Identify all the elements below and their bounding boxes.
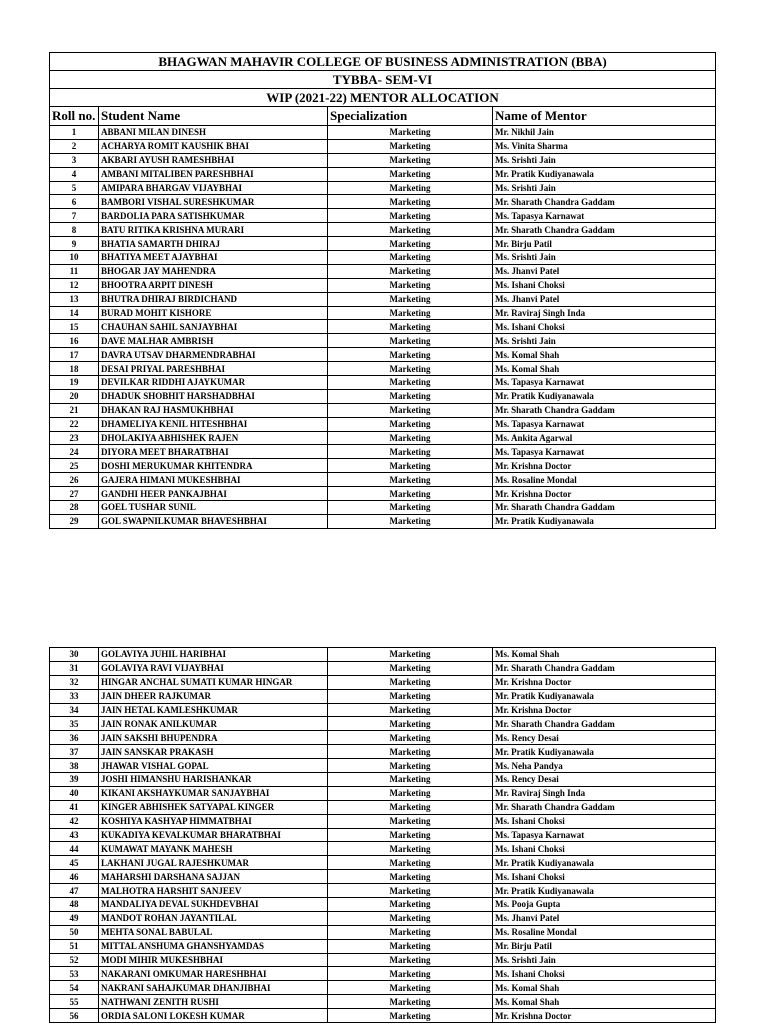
specialization-cell: Marketing	[328, 334, 493, 348]
table-row	[50, 870, 716, 884]
roll-no-cell: 29	[50, 514, 99, 528]
mentor-name-cell: Ms. Jhanvi Patel	[493, 292, 716, 306]
specialization-cell: Marketing	[328, 731, 493, 745]
student-name-cell: NATHWANI ZENITH RUSHI	[99, 995, 328, 1009]
table-row	[50, 126, 716, 140]
mentor-name-cell: Ms. Vinita Sharma	[493, 139, 716, 153]
student-name-cell: KOSHIYA KASHYAP HIMMATBHAI	[99, 814, 328, 828]
roll-no-cell: 53	[50, 967, 99, 981]
roll-no-cell: 33	[50, 689, 99, 703]
specialization-cell: Marketing	[328, 995, 493, 1009]
student-name-cell: GOL SWAPNILKUMAR BHAVESHBHAI	[99, 514, 328, 528]
specialization-cell: Marketing	[328, 925, 493, 939]
specialization-cell: Marketing	[328, 153, 493, 167]
student-name-cell: DOSHI MERUKUMAR KHITENDRA	[99, 459, 328, 473]
mentor-name-cell: Ms. Rency Desai	[493, 773, 716, 787]
roll-no-cell: 35	[50, 717, 99, 731]
specialization-cell: Marketing	[328, 445, 493, 459]
specialization-cell: Marketing	[328, 1009, 493, 1023]
table-row	[50, 703, 716, 717]
student-name-cell: AMIPARA BHARGAV VIJAYBHAI	[99, 181, 328, 195]
student-name-cell: BARDOLIA PARA SATISHKUMAR	[99, 209, 328, 223]
roll-no-cell: 47	[50, 884, 99, 898]
student-name-cell: GOEL TUSHAR SUNIL	[99, 501, 328, 515]
specialization-cell: Marketing	[328, 389, 493, 403]
specialization-cell: Marketing	[328, 306, 493, 320]
student-name-cell: DHAKAN RAJ HASMUKHBHAI	[99, 403, 328, 417]
specialization-cell: Marketing	[328, 759, 493, 773]
table-row	[50, 264, 716, 278]
table-row	[50, 445, 716, 459]
mentor-name-cell: Mr. Krishna Doctor	[493, 1009, 716, 1023]
roll-no-cell: 14	[50, 306, 99, 320]
table-row	[50, 898, 716, 912]
roll-no-cell: 25	[50, 459, 99, 473]
student-name-cell: ORDIA SALONI LOKESH KUMAR	[99, 1009, 328, 1023]
roll-no-cell: 15	[50, 320, 99, 334]
mentor-name-cell: Ms. Komal Shah	[493, 362, 716, 376]
column-header-mentor: Name of Mentor	[493, 107, 716, 126]
mentor-name-cell: Mr. Raviraj Singh Inda	[493, 306, 716, 320]
roll-no-cell: 8	[50, 223, 99, 237]
student-name-cell: CHAUHAN SAHIL SANJAYBHAI	[99, 320, 328, 334]
specialization-cell: Marketing	[328, 981, 493, 995]
table-row	[50, 842, 716, 856]
specialization-cell: Marketing	[328, 362, 493, 376]
mentor-name-cell: Ms. Pooja Gupta	[493, 898, 716, 912]
mentor-name-cell: Mr. Raviraj Singh Inda	[493, 786, 716, 800]
student-name-cell: KUKADIYA KEVALKUMAR BHARATBHAI	[99, 828, 328, 842]
table-row	[50, 362, 716, 376]
student-name-cell: NAKARANI OMKUMAR HARESHBHAI	[99, 967, 328, 981]
table-row	[50, 925, 716, 939]
student-name-cell: ACHARYA ROMIT KAUSHIK BHAI	[99, 139, 328, 153]
student-name-cell: KINGER ABHISHEK SATYAPAL KINGER	[99, 800, 328, 814]
student-name-cell: JHAWAR VISHAL GOPAL	[99, 759, 328, 773]
table-row	[50, 292, 716, 306]
student-name-cell: DAVRA UTSAV DHARMENDRABHAI	[99, 348, 328, 362]
specialization-cell: Marketing	[328, 689, 493, 703]
student-name-cell: NAKRANI SAHAJKUMAR DHANJIBHAI	[99, 981, 328, 995]
table-row	[50, 209, 716, 223]
specialization-cell: Marketing	[328, 870, 493, 884]
table-row	[50, 473, 716, 487]
roll-no-cell: 34	[50, 703, 99, 717]
student-name-cell: MANDOT ROHAN JAYANTILAL	[99, 911, 328, 925]
table-row	[50, 223, 716, 237]
specialization-cell: Marketing	[328, 703, 493, 717]
roll-no-cell: 12	[50, 278, 99, 292]
student-name-cell: MANDALIYA DEVAL SUKHDEVBHAI	[99, 898, 328, 912]
student-name-cell: KUMAWAT MAYANK MAHESH	[99, 842, 328, 856]
table-row	[50, 278, 716, 292]
mentor-name-cell: Ms. Ishani Choksi	[493, 814, 716, 828]
specialization-cell: Marketing	[328, 856, 493, 870]
mentor-name-cell: Ms. Ishani Choksi	[493, 967, 716, 981]
specialization-cell: Marketing	[328, 139, 493, 153]
student-name-cell: MODI MIHIR MUKESHBHAI	[99, 953, 328, 967]
roll-no-cell: 16	[50, 334, 99, 348]
student-name-cell: AMBANI MITALIBEN PARESHBHAI	[99, 167, 328, 181]
specialization-cell: Marketing	[328, 320, 493, 334]
table-row	[50, 153, 716, 167]
table-row	[50, 306, 716, 320]
table-row	[50, 717, 716, 731]
specialization-cell: Marketing	[328, 181, 493, 195]
mentor-name-cell: Ms. Srishti Jain	[493, 153, 716, 167]
student-name-cell: DAVE MALHAR AMBRISH	[99, 334, 328, 348]
mentor-name-cell: Ms. Komal Shah	[493, 995, 716, 1009]
table-row	[50, 939, 716, 953]
specialization-cell: Marketing	[328, 800, 493, 814]
table-row	[50, 376, 716, 390]
roll-no-cell: 7	[50, 209, 99, 223]
table-row	[50, 459, 716, 473]
specialization-cell: Marketing	[328, 911, 493, 925]
allocation-title: WIP (2021-22) MENTOR ALLOCATION	[50, 89, 716, 107]
mentor-name-cell: Mr. Pratik Kudiyanawala	[493, 167, 716, 181]
student-name-cell: JAIN HETAL KAMLESHKUMAR	[99, 703, 328, 717]
student-name-cell: DEVILKAR RIDDHI AJAYKUMAR	[99, 376, 328, 390]
mentor-name-cell: Ms. Komal Shah	[493, 348, 716, 362]
table-row	[50, 195, 716, 209]
roll-no-cell: 31	[50, 661, 99, 675]
table-row	[50, 745, 716, 759]
specialization-cell: Marketing	[328, 251, 493, 265]
mentor-name-cell: Mr. Krishna Doctor	[493, 487, 716, 501]
table-row	[50, 167, 716, 181]
roll-no-cell: 38	[50, 759, 99, 773]
mentor-name-cell: Mr. Pratik Kudiyanawala	[493, 514, 716, 528]
mentor-name-cell: Ms. Jhanvi Patel	[493, 911, 716, 925]
specialization-cell: Marketing	[328, 953, 493, 967]
table-row	[50, 884, 716, 898]
specialization-cell: Marketing	[328, 487, 493, 501]
specialization-cell: Marketing	[328, 828, 493, 842]
mentor-name-cell: Mr. Nikhil Jain	[493, 126, 716, 140]
specialization-cell: Marketing	[328, 473, 493, 487]
mentor-name-cell: Mr. Pratik Kudiyanawala	[493, 389, 716, 403]
table-row	[50, 786, 716, 800]
roll-no-cell: 6	[50, 195, 99, 209]
table-row	[50, 759, 716, 773]
student-name-cell: DIYORA MEET BHARATBHAI	[99, 445, 328, 459]
specialization-cell: Marketing	[328, 126, 493, 140]
table-row	[50, 251, 716, 265]
student-name-cell: DESAI PRIYAL PARESHBHAI	[99, 362, 328, 376]
roll-no-cell: 43	[50, 828, 99, 842]
table-row	[50, 995, 716, 1009]
column-header-student-name: Student Name	[99, 107, 328, 126]
mentor-name-cell: Ms. Rency Desai	[493, 731, 716, 745]
student-name-cell: BHATIYA MEET AJAYBHAI	[99, 251, 328, 265]
roll-no-cell: 26	[50, 473, 99, 487]
roll-no-cell: 27	[50, 487, 99, 501]
student-name-cell: HINGAR ANCHAL SUMATI KUMAR HINGAR	[99, 675, 328, 689]
mentor-name-cell: Ms. Srishti Jain	[493, 953, 716, 967]
student-name-cell: BHATIA SAMARTH DHIRAJ	[99, 237, 328, 251]
table-row	[50, 403, 716, 417]
roll-no-cell: 32	[50, 675, 99, 689]
mentor-name-cell: Mr. Birju Patil	[493, 939, 716, 953]
table-row	[50, 661, 716, 675]
mentor-name-cell: Mr. Krishna Doctor	[493, 675, 716, 689]
student-name-cell: ABBANI MILAN DINESH	[99, 126, 328, 140]
mentor-allocation-table-page1	[49, 52, 716, 529]
roll-no-cell: 45	[50, 856, 99, 870]
roll-no-cell: 18	[50, 362, 99, 376]
student-name-cell: DHOLAKIYA ABHISHEK RAJEN	[99, 431, 328, 445]
student-name-cell: MEHTA SONAL BABULAL	[99, 925, 328, 939]
specialization-cell: Marketing	[328, 278, 493, 292]
table-row	[50, 237, 716, 251]
table-row	[50, 487, 716, 501]
mentor-name-cell: Mr. Sharath Chandra Gaddam	[493, 717, 716, 731]
table-row	[50, 675, 716, 689]
table-row	[50, 967, 716, 981]
mentor-name-cell: Mr. Sharath Chandra Gaddam	[493, 403, 716, 417]
table-row	[50, 431, 716, 445]
student-name-cell: BAMBORI VISHAL SURESHKUMAR	[99, 195, 328, 209]
mentor-name-cell: Mr. Pratik Kudiyanawala	[493, 884, 716, 898]
specialization-cell: Marketing	[328, 967, 493, 981]
mentor-name-cell: Mr. Birju Patil	[493, 237, 716, 251]
student-name-cell: BHOOTRA ARPIT DINESH	[99, 278, 328, 292]
specialization-cell: Marketing	[328, 195, 493, 209]
roll-no-cell: 52	[50, 953, 99, 967]
class-title: TYBBA- SEM-VI	[50, 71, 716, 89]
specialization-cell: Marketing	[328, 842, 493, 856]
roll-no-cell: 54	[50, 981, 99, 995]
table-row	[50, 139, 716, 153]
student-name-cell: BHUTRA DHIRAJ BIRDICHAND	[99, 292, 328, 306]
roll-no-cell: 49	[50, 911, 99, 925]
mentor-name-cell: Mr. Sharath Chandra Gaddam	[493, 195, 716, 209]
mentor-name-cell: Mr. Krishna Doctor	[493, 459, 716, 473]
roll-no-cell: 10	[50, 251, 99, 265]
roll-no-cell: 39	[50, 773, 99, 787]
table-row	[50, 389, 716, 403]
specialization-cell: Marketing	[328, 786, 493, 800]
table-row	[50, 1009, 716, 1023]
mentor-name-cell: Ms. Komal Shah	[493, 981, 716, 995]
specialization-cell: Marketing	[328, 648, 493, 662]
specialization-cell: Marketing	[328, 223, 493, 237]
student-name-cell: GAJERA HIMANI MUKESHBHAI	[99, 473, 328, 487]
student-name-cell: MITTAL ANSHUMA GHANSHYAMDAS	[99, 939, 328, 953]
student-name-cell: AKBARI AYUSH RAMESHBHAI	[99, 153, 328, 167]
table-row	[50, 348, 716, 362]
specialization-cell: Marketing	[328, 348, 493, 362]
roll-no-cell: 56	[50, 1009, 99, 1023]
roll-no-cell: 44	[50, 842, 99, 856]
specialization-cell: Marketing	[328, 898, 493, 912]
roll-no-cell: 24	[50, 445, 99, 459]
specialization-cell: Marketing	[328, 884, 493, 898]
mentor-name-cell: Ms. Tapasya Karnawat	[493, 209, 716, 223]
mentor-name-cell: Ms. Jhanvi Patel	[493, 264, 716, 278]
table-row	[50, 417, 716, 431]
mentor-name-cell: Mr. Pratik Kudiyanawala	[493, 689, 716, 703]
specialization-cell: Marketing	[328, 939, 493, 953]
roll-no-cell: 22	[50, 417, 99, 431]
mentor-allocation-table-page2	[49, 647, 716, 1023]
student-name-cell: GOLAVIYA RAVI VIJAYBHAI	[99, 661, 328, 675]
mentor-name-cell: Ms. Rosaline Mondal	[493, 925, 716, 939]
specialization-cell: Marketing	[328, 675, 493, 689]
student-name-cell: DHAMELIYA KENIL HITESHBHAI	[99, 417, 328, 431]
roll-no-cell: 4	[50, 167, 99, 181]
table-row	[50, 911, 716, 925]
specialization-cell: Marketing	[328, 209, 493, 223]
mentor-name-cell: Mr. Sharath Chandra Gaddam	[493, 501, 716, 515]
table-row	[50, 828, 716, 842]
roll-no-cell: 13	[50, 292, 99, 306]
table-row	[50, 814, 716, 828]
student-name-cell: MALHOTRA HARSHIT SANJEEV	[99, 884, 328, 898]
mentor-name-cell: Ms. Srishti Jain	[493, 251, 716, 265]
specialization-cell: Marketing	[328, 514, 493, 528]
student-name-cell: MAHARSHI DARSHANA SAJJAN	[99, 870, 328, 884]
specialization-cell: Marketing	[328, 459, 493, 473]
mentor-name-cell: Ms. Srishti Jain	[493, 334, 716, 348]
table-row	[50, 320, 716, 334]
specialization-cell: Marketing	[328, 773, 493, 787]
table-row	[50, 731, 716, 745]
roll-no-cell: 37	[50, 745, 99, 759]
mentor-name-cell: Ms. Rosaline Mondal	[493, 473, 716, 487]
roll-no-cell: 20	[50, 389, 99, 403]
roll-no-cell: 5	[50, 181, 99, 195]
specialization-cell: Marketing	[328, 417, 493, 431]
student-name-cell: DHADUK SHOBHIT HARSHADBHAI	[99, 389, 328, 403]
column-header-roll-no: Roll no.	[50, 107, 99, 126]
student-name-cell: JAIN RONAK ANILKUMAR	[99, 717, 328, 731]
mentor-name-cell: Ms. Ishani Choksi	[493, 842, 716, 856]
mentor-name-cell: Ms. Tapasya Karnawat	[493, 417, 716, 431]
roll-no-cell: 17	[50, 348, 99, 362]
roll-no-cell: 40	[50, 786, 99, 800]
table-row	[50, 181, 716, 195]
student-name-cell: JAIN SAKSHI BHUPENDRA	[99, 731, 328, 745]
roll-no-cell: 48	[50, 898, 99, 912]
student-name-cell: LAKHANI JUGAL RAJESHKUMAR	[99, 856, 328, 870]
specialization-cell: Marketing	[328, 292, 493, 306]
specialization-cell: Marketing	[328, 661, 493, 675]
roll-no-cell: 3	[50, 153, 99, 167]
student-name-cell: BHOGAR JAY MAHENDRA	[99, 264, 328, 278]
student-name-cell: BURAD MOHIT KISHORE	[99, 306, 328, 320]
roll-no-cell: 23	[50, 431, 99, 445]
table-row	[50, 334, 716, 348]
student-name-cell: JAIN SANSKAR PRAKASH	[99, 745, 328, 759]
student-name-cell: GANDHI HEER PANKAJBHAI	[99, 487, 328, 501]
mentor-name-cell: Mr. Sharath Chandra Gaddam	[493, 661, 716, 675]
roll-no-cell: 11	[50, 264, 99, 278]
roll-no-cell: 36	[50, 731, 99, 745]
mentor-name-cell: Ms. Tapasya Karnawat	[493, 828, 716, 842]
mentor-name-cell: Mr. Pratik Kudiyanawala	[493, 856, 716, 870]
roll-no-cell: 9	[50, 237, 99, 251]
student-name-cell: JAIN DHEER RAJKUMAR	[99, 689, 328, 703]
specialization-cell: Marketing	[328, 501, 493, 515]
roll-no-cell: 1	[50, 126, 99, 140]
table-row	[50, 800, 716, 814]
roll-no-cell: 55	[50, 995, 99, 1009]
mentor-name-cell: Ms. Tapasya Karnawat	[493, 376, 716, 390]
roll-no-cell: 50	[50, 925, 99, 939]
student-name-cell: KIKANI AKSHAYKUMAR SANJAYBHAI	[99, 786, 328, 800]
roll-no-cell: 21	[50, 403, 99, 417]
specialization-cell: Marketing	[328, 431, 493, 445]
roll-no-cell: 2	[50, 139, 99, 153]
table-row	[50, 501, 716, 515]
specialization-cell: Marketing	[328, 745, 493, 759]
mentor-name-cell: Mr. Krishna Doctor	[493, 703, 716, 717]
mentor-name-cell: Mr. Sharath Chandra Gaddam	[493, 223, 716, 237]
specialization-cell: Marketing	[328, 237, 493, 251]
roll-no-cell: 41	[50, 800, 99, 814]
roll-no-cell: 28	[50, 501, 99, 515]
mentor-name-cell: Ms. Ankita Agarwal	[493, 431, 716, 445]
mentor-name-cell: Ms. Ishani Choksi	[493, 870, 716, 884]
table-row	[50, 773, 716, 787]
table-row	[50, 981, 716, 995]
mentor-name-cell: Ms. Ishani Choksi	[493, 320, 716, 334]
roll-no-cell: 19	[50, 376, 99, 390]
table-row	[50, 689, 716, 703]
table-row	[50, 514, 716, 528]
table-row	[50, 953, 716, 967]
specialization-cell: Marketing	[328, 167, 493, 181]
specialization-cell: Marketing	[328, 814, 493, 828]
specialization-cell: Marketing	[328, 403, 493, 417]
mentor-name-cell: Ms. Neha Pandya	[493, 759, 716, 773]
table-row	[50, 856, 716, 870]
student-name-cell: BATU RITIKA KRISHNA MURARI	[99, 223, 328, 237]
roll-no-cell: 46	[50, 870, 99, 884]
specialization-cell: Marketing	[328, 376, 493, 390]
mentor-name-cell: Ms. Srishti Jain	[493, 181, 716, 195]
mentor-name-cell: Ms. Komal Shah	[493, 648, 716, 662]
table-row	[50, 648, 716, 662]
roll-no-cell: 51	[50, 939, 99, 953]
specialization-cell: Marketing	[328, 264, 493, 278]
mentor-name-cell: Mr. Sharath Chandra Gaddam	[493, 800, 716, 814]
mentor-name-cell: Ms. Ishani Choksi	[493, 278, 716, 292]
college-title: BHAGWAN MAHAVIR COLLEGE OF BUSINESS ADMINISTRATION (BBA)	[50, 53, 716, 71]
student-name-cell: JOSHI HIMANSHU HARISHANKAR	[99, 773, 328, 787]
mentor-name-cell: Mr. Pratik Kudiyanawala	[493, 745, 716, 759]
roll-no-cell: 30	[50, 648, 99, 662]
column-header-specialization: Specialization	[328, 107, 493, 126]
student-name-cell: GOLAVIYA JUHIL HARIBHAI	[99, 648, 328, 662]
roll-no-cell: 42	[50, 814, 99, 828]
specialization-cell: Marketing	[328, 717, 493, 731]
mentor-name-cell: Ms. Tapasya Karnawat	[493, 445, 716, 459]
